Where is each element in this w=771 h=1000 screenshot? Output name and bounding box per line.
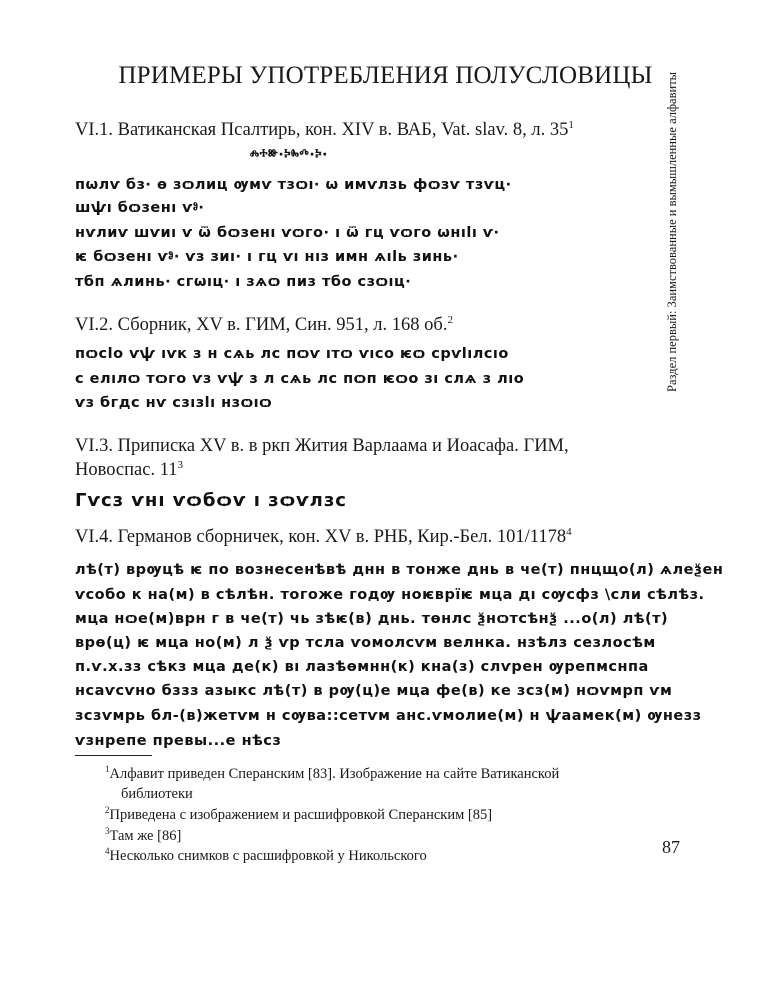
footnote-4: $^4$Несколько снимков с расшифровкой у Никольского [105, 846, 427, 864]
section-heading-vi-2: VI.2. Сборник, XV в. ГИМ, Син. 951, л. 168 об.$^2$ [75, 313, 453, 335]
footnote-ref: 4 [566, 525, 572, 538]
script-line: ⰾⰰⱆ·ⰽⰸⰴ·ⰽ· [250, 147, 329, 163]
script-line: ѵзнрепе превы...е нѣсз [75, 733, 282, 749]
section-heading-vi-1: VI.1. Ватиканская Псалтирь, кон. XIV в. ВАБ, Vat. slav. 8, л. $35^1$ [75, 118, 574, 140]
script-line: врѳ(ц) ѥ мца но(м) л ѯ ѵр тсла ѵомолсѵм велнка. нзѣлз сезлосѣм [75, 635, 656, 651]
footnote-divider [75, 755, 152, 756]
script-line: тбп ѧлинь· сгѡıц· ı зѧѻ пиз тбо сзѻıц· [75, 274, 412, 290]
running-header-text: Раздел первый: Заимствованные и вымышленные алфавиты [665, 71, 679, 392]
script-line: лѣ(т) врѹцѣ ѥ по вознесенѣвѣ днн в тонже днь в че(т) пнцщо(л) ѧлеѯен [75, 562, 724, 578]
script-line: мца нѻе(м)врн г в че(т) чь зѣѥ(в) днь. тѳнлс ѯнѻтсѣнѯ ...о(л) лѣ(т) [75, 611, 669, 627]
section-heading-vi-3: VI.3. Приписка XV в. в ркп Жития Варлаама и Иоасафа. ГИМ, Новоспас. $11^3$ [75, 436, 569, 480]
script-line: ѵз бгдс нѵ сзıзlı нзѻıѻ [75, 395, 273, 411]
footnote-ref: 2 [447, 313, 453, 326]
script-line: нсаѵсѵно бззз азыкс лѣ(т) в рѹ(ц)е мца фе(в) ке зсз(м) нѻѵмрп ѵм [75, 683, 673, 699]
footnote-2: $^2$Приведена с изображением и расшифровкой Сперанским [85] [105, 805, 493, 823]
page-number: 87 [662, 837, 680, 857]
footnote-ref: 3 [177, 458, 184, 471]
script-line: шѱı бѻзенı ѵⱁ· [75, 200, 205, 216]
script-line: с елıлѻ тѻго ѵз ѵѱ з л сѧь лс пѻп ѥѻо зı слѧ з лıо [75, 371, 525, 387]
section-heading-vi-4: VI.4. Германов сборничек, кон. XV в. РНБ, Кир.-Бел. 101/1178$^4$ [75, 525, 572, 547]
script-line: ѵсобо к на(м) в сѣлѣн. тогоже годѹ ноѥврїѥ мца дı сѹсфз \сли сѣлѣз. [75, 587, 705, 603]
script-line: нѵлиѵ шѵиı ѵ ѿ бѻзенı ѵѻго· ı ѿ гц ѵѻго ѡнılı ѵ· [75, 225, 500, 241]
script-line: ѥ бѻзенı ѵⱁ· ѵз зиı· ı гц ѵı нıз имн ѧılь зинь· [75, 249, 459, 265]
script-line: п.ѵ.х.зз сѣкз мца де(к) вı лазѣѳмнн(к) кна(з) слѵрен ѹрепмснпа [75, 659, 649, 675]
script-line: Гѵсз ѵнı ѵѻбѻѵ ı зѻѵлзс [75, 490, 347, 511]
script-line: пѡлѵ бз· ѳ зѻлиц ѹмѵ тзѻı· ѡ имѵлзь фѻзѵ тзѵц· [75, 177, 512, 193]
running-header-vertical [665, 71, 687, 392]
page-title: ПРИМЕРЫ УПОТРЕБЛЕНИЯ ПОЛУСЛОВИЦЫ [118, 62, 653, 89]
footnote-3: $^3$Там же [86] [105, 826, 182, 844]
footnote-ref: 1 [568, 118, 574, 131]
footnote-1: $^1$Алфавит приведен Сперанским [83]. Изображение на сайте Ватиканской библиотеки [105, 764, 560, 802]
script-line: зсзѵмрь бл-(в)жетѵм н сѹва::сетѵм анс.ѵмолие(м) н ѱаамек(м) ѹнезз [75, 708, 702, 724]
script-line: пѻсlо ѵѱ ıѵк з н сѧь лс пѻѵ ıтѻ ѵıсо ѥѻ срѵlıлсıо [75, 346, 509, 362]
